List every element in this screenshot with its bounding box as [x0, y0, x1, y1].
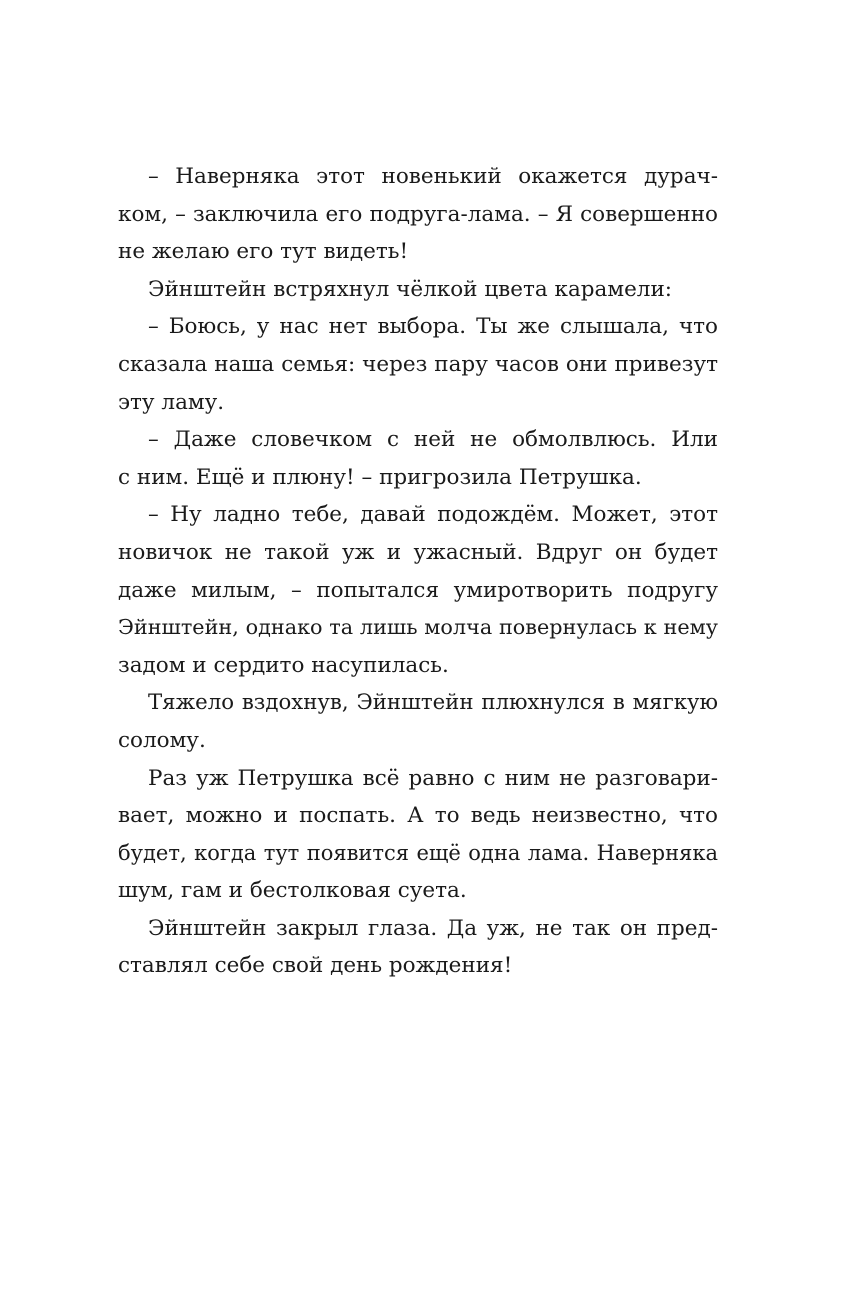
- text-line-17: Раз уж Петрушка всё равно с ним не разговари-: [148, 765, 718, 791]
- text-line-7: эту ламу.: [118, 389, 225, 415]
- text-line-8: – Даже словечком с ней не обмолвлюсь. Или: [148, 427, 718, 453]
- text-line-19: будет, когда тут появится ещё одна лама. Наверняка: [118, 840, 718, 865]
- text-line-1: – Наверняка этот новенький окажется дурач-: [148, 164, 718, 189]
- book-page-text: [118, 158, 718, 985]
- text-line-22: ставлял себе свой день рождения!: [118, 953, 513, 979]
- text-line-18: вает, можно и поспать. А то ведь неизвестно, что: [118, 803, 718, 829]
- text-line-14: задом и сердито насупилась.: [118, 652, 449, 678]
- text-line-15: Тяжело вздохнув, Эйнштейн плюхнулся в мягкую: [148, 690, 718, 716]
- text-line-16: солому.: [118, 727, 206, 753]
- text-line-2: ком, – заключила его подруга-лама. – Я совершенно: [118, 201, 718, 227]
- text-line-11: новичок не такой уж и ужасный. Вдруг он будет: [118, 539, 718, 565]
- text-line-10: – Ну ладно тебе, давай подождём. Может, этот: [148, 502, 718, 528]
- text-line-9: с ним. Ещё и плюну! – пригрозила Петрушка.: [118, 464, 642, 490]
- text-line-13: Эйнштейн, однако та лишь молча повернулась к нему: [118, 615, 718, 640]
- text-line-21: Эйнштейн закрыл глаза. Да уж, не так он пред-: [148, 915, 718, 941]
- text-line-6: сказала наша семья: через пару часов они привезут: [118, 351, 718, 377]
- text-line-20: шум, гам и бестолковая суета.: [118, 878, 467, 904]
- text-line-3: не желаю его тут видеть!: [118, 239, 409, 265]
- text-line-4: Эйнштейн встряхнул чёлкой цвета карамели:: [148, 276, 673, 302]
- text-line-12: даже милым, – попытался умиротворить подругу: [118, 577, 718, 603]
- text-line-5: – Боюсь, у нас нет выбора. Ты же слышала, что: [148, 314, 718, 340]
